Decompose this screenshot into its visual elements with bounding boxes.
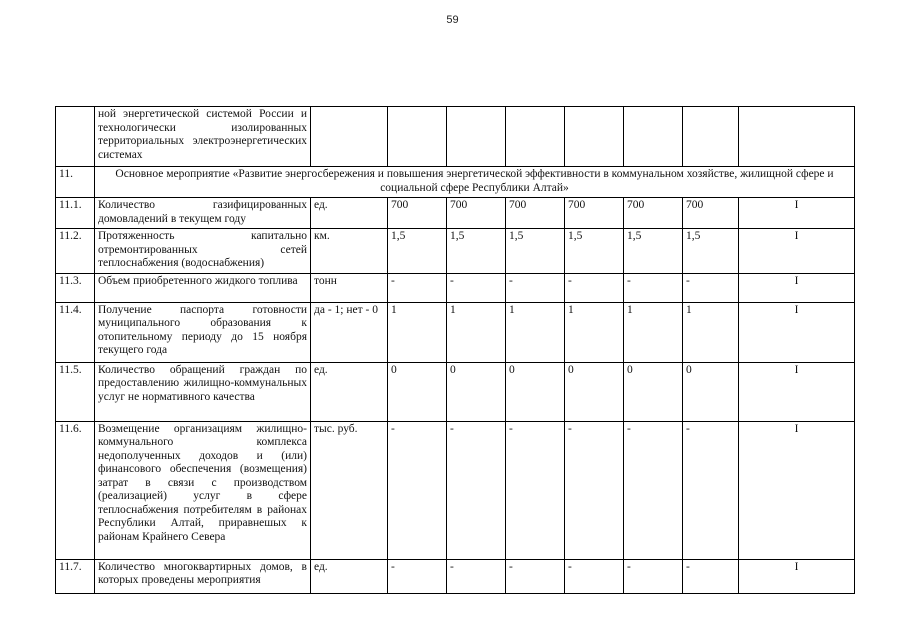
cell-value: 1,5: [683, 229, 739, 274]
cell-value: -: [565, 421, 624, 559]
cell-value: 700: [624, 198, 683, 229]
cell-value: 1,5: [624, 229, 683, 274]
cell-value: [624, 107, 683, 167]
cell-value: -: [683, 273, 739, 302]
cell-value: -: [506, 273, 565, 302]
table-row: [56, 302, 855, 362]
cell-name: Количество газифицированных домовладений в текущем году: [95, 198, 311, 229]
cell-value: 1,5: [506, 229, 565, 274]
cell-value: -: [388, 559, 447, 593]
cell-source: I: [739, 302, 855, 362]
cell-value: -: [388, 273, 447, 302]
cell-value: 0: [506, 362, 565, 421]
cell-value: -: [565, 273, 624, 302]
cell-value: -: [388, 421, 447, 559]
table-row: [56, 421, 855, 559]
cell-source: I: [739, 421, 855, 559]
cell-value: 0: [447, 362, 506, 421]
cell-value: 0: [388, 362, 447, 421]
group-num: 11.: [56, 167, 95, 198]
cell-name: Количество обращений граждан по предоставлению жилищно-коммунальных услуг не нормативного качества: [95, 362, 311, 421]
cell-name: Объем приобретенного жидкого топлива: [95, 273, 311, 302]
cell-num: 11.4.: [56, 302, 95, 362]
cell-unit: [311, 107, 388, 167]
cell-name: Количество многоквартирных домов, в которых проведены мероприятия: [95, 559, 311, 593]
cell-value: -: [683, 421, 739, 559]
table-row: [56, 229, 855, 274]
page-number: 59: [446, 14, 459, 26]
cell-num: 11.3.: [56, 273, 95, 302]
cell-name: Получение паспорта готовности муниципального образования к отопительному периоду до 15 ноября текущего года: [95, 302, 311, 362]
cell-value: -: [683, 559, 739, 593]
cell-value: -: [447, 273, 506, 302]
cell-value: [447, 107, 506, 167]
cell-value: 1: [447, 302, 506, 362]
cell-unit: км.: [311, 229, 388, 274]
cell-unit: тыс. руб.: [311, 421, 388, 559]
table-row: [56, 559, 855, 593]
cell-value: -: [624, 273, 683, 302]
cell-value: 0: [624, 362, 683, 421]
cell-source: I: [739, 198, 855, 229]
cell-value: 1,5: [447, 229, 506, 274]
cell-value: 700: [447, 198, 506, 229]
cell-unit: ед.: [311, 559, 388, 593]
cell-value: -: [506, 421, 565, 559]
table-row: [56, 273, 855, 302]
cell-name: Протяженность капитально отремонтированных сетей теплоснабжения (водоснабжения): [95, 229, 311, 274]
cell-value: -: [447, 559, 506, 593]
cell-value: -: [447, 421, 506, 559]
table-row: [56, 362, 855, 421]
cell-value: 0: [683, 362, 739, 421]
cell-value: 1,5: [388, 229, 447, 274]
cell-value: 1: [565, 302, 624, 362]
cell-value: 1,5: [565, 229, 624, 274]
indicators-table: [55, 106, 855, 594]
cell-num: 11.1.: [56, 198, 95, 229]
cell-value: 700: [506, 198, 565, 229]
cell-source: I: [739, 273, 855, 302]
cell-value: -: [624, 559, 683, 593]
table-row: [56, 107, 855, 167]
cell-value: [388, 107, 447, 167]
cell-value: 1: [388, 302, 447, 362]
cell-num: [56, 107, 95, 167]
group-row: [56, 167, 855, 198]
cell-num: 11.5.: [56, 362, 95, 421]
cell-unit: да - 1; нет - 0: [311, 302, 388, 362]
cell-num: 11.7.: [56, 559, 95, 593]
cell-unit: ед.: [311, 198, 388, 229]
cell-value: [506, 107, 565, 167]
table-row: [56, 198, 855, 229]
cell-value: 1: [506, 302, 565, 362]
cell-name: Возмещение организациям жилищно-коммунального комплекса недополученных доходов и (или) финансового обеспечения (возмещения) затрат в связи с производством (реализацией) услуг в сфере теплоснабжения потребителям в районах Республики Алтай, приравнешых к районам Крайнего Севера: [95, 421, 311, 559]
cell-num: 11.2.: [56, 229, 95, 274]
cell-num: 11.6.: [56, 421, 95, 559]
cell-value: -: [565, 559, 624, 593]
cell-value: 700: [388, 198, 447, 229]
cell-value: 700: [683, 198, 739, 229]
cell-source: [739, 107, 855, 167]
cell-value: 0: [565, 362, 624, 421]
group-title: Основное мероприятие «Развитие энергосбережения и повышения энергетической эффективности в коммунальном хозяйстве, жилищной сфере и социальной сфере Республики Алтай»: [95, 167, 855, 198]
cell-value: 700: [565, 198, 624, 229]
cell-name: ной энергетической системой России и технологически изолированных территориальных электроэнергетических системах: [95, 107, 311, 167]
cell-value: 1: [683, 302, 739, 362]
cell-unit: ед.: [311, 362, 388, 421]
cell-value: [565, 107, 624, 167]
cell-value: 1: [624, 302, 683, 362]
cell-source: I: [739, 559, 855, 593]
cell-value: -: [624, 421, 683, 559]
cell-unit: тонн: [311, 273, 388, 302]
cell-source: I: [739, 362, 855, 421]
cell-value: [683, 107, 739, 167]
cell-value: -: [506, 559, 565, 593]
cell-source: I: [739, 229, 855, 274]
